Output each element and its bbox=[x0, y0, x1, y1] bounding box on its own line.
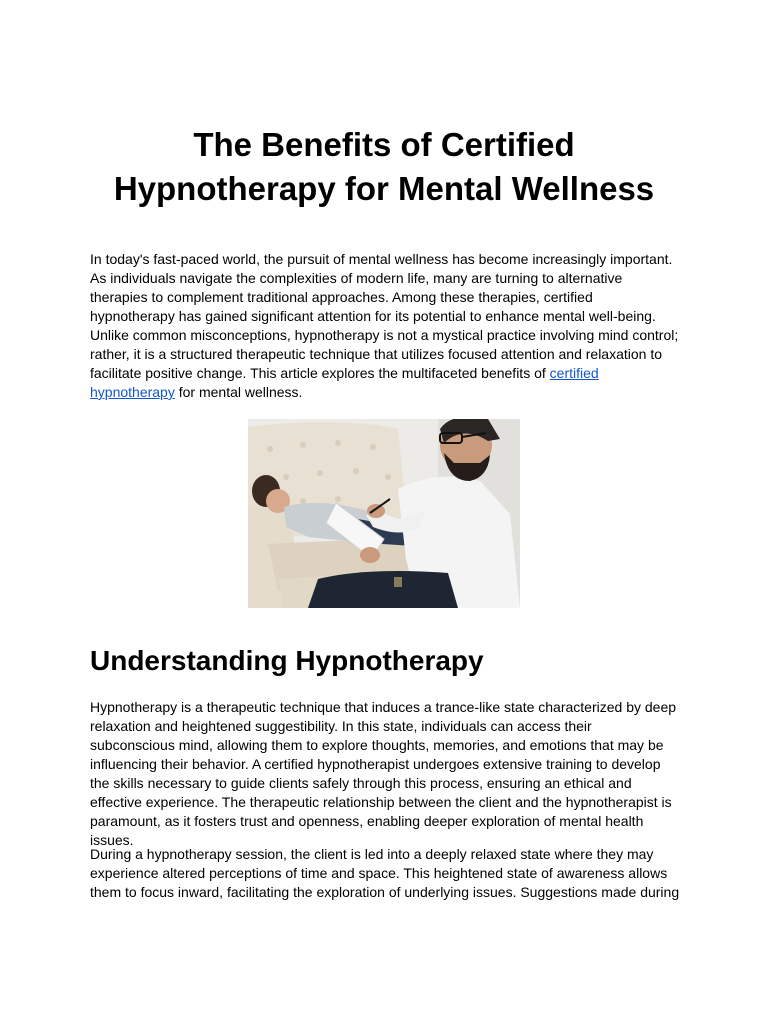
document-title: The Benefits of Certified Hypnotherapy for Mental Wellness bbox=[113, 126, 655, 207]
body-paragraph-2: During a hypnotherapy session, the client is led into a deeply relaxed state where they may experience altered perceptions of time and space. This heightened state of awareness allows them to focus inward, facilitating the exploration of underlying issues. Suggestions made during bbox=[90, 846, 680, 900]
hypnotherapy-session-photo bbox=[248, 419, 520, 608]
intro-paragraph bbox=[90, 250, 680, 402]
intro-text-after-link: for mental wellness. bbox=[174, 384, 303, 400]
section-heading: Understanding Hypnotherapy bbox=[90, 645, 484, 676]
certified-hypnotherapy-link[interactable]: certified hypnotherapy bbox=[90, 365, 599, 400]
body-paragraph-1: Hypnotherapy is a therapeutic technique that induces a trance-like state characterized by deep relaxation and heightened suggestibility. In this state, individuals can access their subconscious mind, allowing them to explore thoughts, memories, and emotions that may be influencing their behavior. A certified hypnotherapist undergoes extensive training to develop the skills necessary to guide clients safely through this process, ensuring an ethical and effective experience. The therapeutic relationship between the client and the hypnotherapist is paramount, as it fosters trust and openness, enabling deeper exploration of mental health issues. bbox=[90, 699, 677, 848]
intro-text-before-link: In today's fast-paced world, the pursuit of mental wellness has become increasingly important. As individuals navigate the complexities of modern life, many are turning to alternative therapies to complement traditional approaches. Among these therapies, certified hypnotherapy has gained significant attention for its potential to enhance mental well-being. Unlike common misconceptions, hypnotherapy is not a mystical practice involving mind control; rather, it is a structured therapeutic technique that utilizes focused attention and relaxation to facilitate positive change. This article explores the multifaceted benefits of bbox=[90, 251, 679, 381]
